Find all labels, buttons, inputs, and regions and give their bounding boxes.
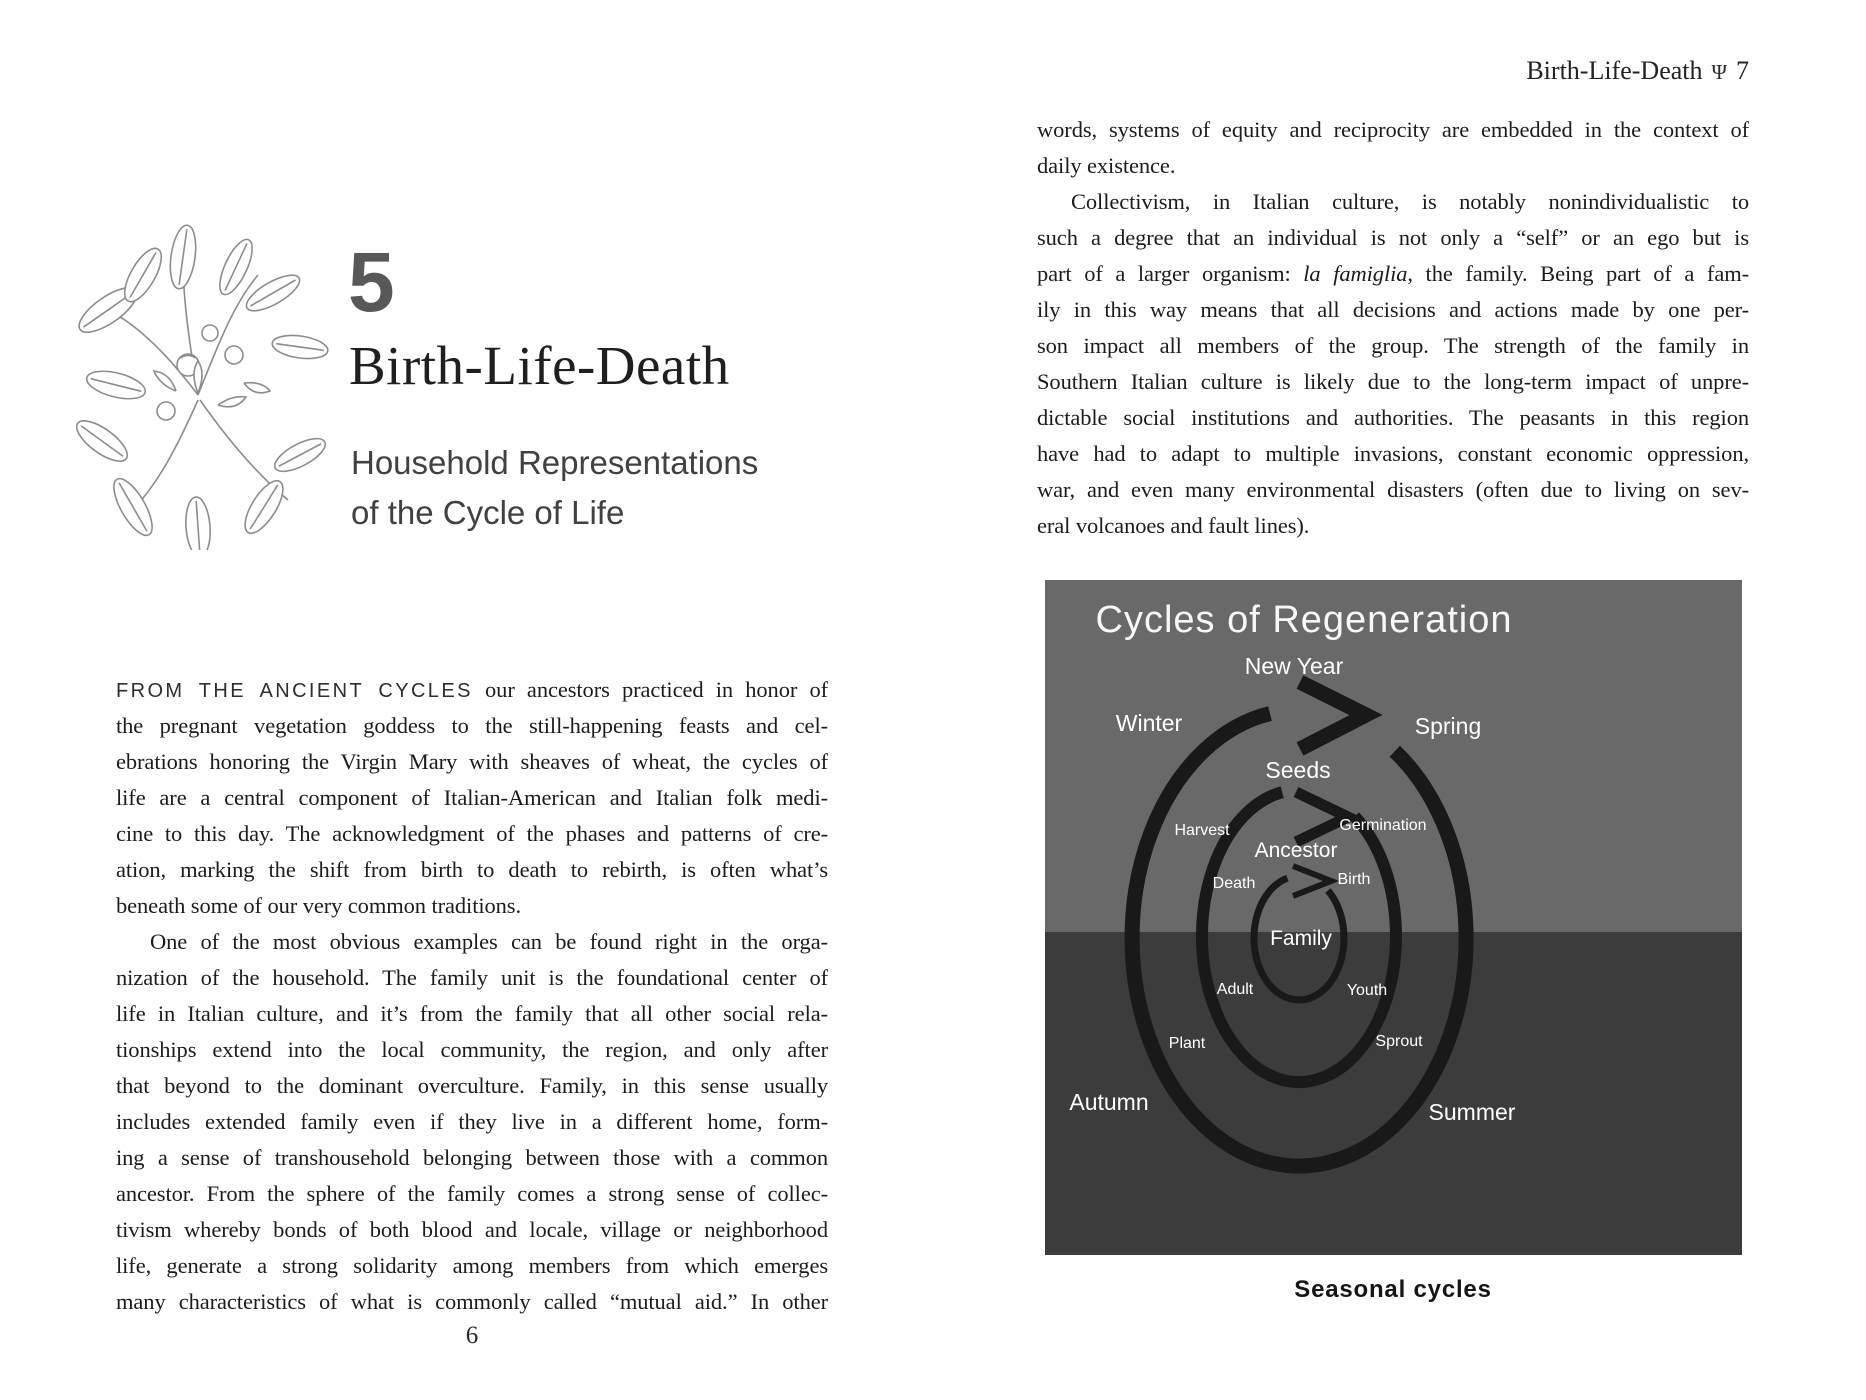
chapter-title: Birth-Life-Death bbox=[349, 335, 730, 396]
right-body-text bbox=[1037, 112, 1749, 544]
body-text-line: ily in this way means that all decisions and actions made by one per- bbox=[1037, 297, 1749, 322]
plant-leaf bbox=[84, 366, 148, 404]
body-text-line: life, generate a strong solidarity among members from which emerges bbox=[116, 1253, 828, 1278]
plant-berry bbox=[157, 402, 175, 420]
running-header bbox=[1037, 56, 1749, 86]
label-family: Family bbox=[1270, 927, 1332, 950]
chapter-subtitle-line2: of the Cycle of Life bbox=[351, 494, 625, 531]
plant-flower bbox=[218, 397, 246, 407]
label-seeds: Seeds bbox=[1265, 757, 1331, 783]
body-text-line: ancestor. From the sphere of the family comes a strong sense of collec- bbox=[116, 1181, 828, 1206]
body-text-line: words, systems of equity and reciprocity are embedded in the context of bbox=[1037, 117, 1749, 142]
chapter-subtitle bbox=[351, 438, 758, 538]
body-text-line: many characteristics of what is commonly called “mutual aid.” In other bbox=[116, 1289, 828, 1314]
body-text-line: life are a central component of Italian-American and Italian folk medi- bbox=[116, 785, 828, 810]
label-autumn: Autumn bbox=[1069, 1089, 1149, 1115]
body-text-line: the pregnant vegetation goddess to the still-happening feasts and cel- bbox=[116, 713, 828, 738]
plant-leaf bbox=[242, 268, 305, 317]
label-adult: Adult bbox=[1216, 981, 1254, 998]
plant-leaf bbox=[238, 475, 290, 539]
label-plant: Plant bbox=[1168, 1035, 1206, 1052]
label-new-year: New Year bbox=[1244, 653, 1344, 679]
plant-leaf bbox=[71, 414, 134, 469]
body-text-line: dictable social institutions and authorities. The peasants in this region bbox=[1037, 405, 1749, 430]
label-birth: Birth bbox=[1337, 871, 1371, 888]
botanical-illustration bbox=[48, 215, 348, 550]
body-text-line: ebrations honoring the Virgin Mary with sheaves of wheat, the cycles of bbox=[116, 749, 828, 774]
label-sprout: Sprout bbox=[1375, 1033, 1423, 1050]
body-text-line: war, and even many environmental disasters (often due to living on sev- bbox=[1037, 477, 1749, 502]
label-ancestor: Ancestor bbox=[1254, 839, 1338, 862]
body-text-line: that beyond to the dominant overculture. Family, in this sense usually bbox=[116, 1073, 828, 1098]
plant-berry bbox=[225, 346, 243, 364]
figure-caption: Seasonal cycles bbox=[1294, 1276, 1492, 1303]
body-text-line: One of the most obvious examples can be found right in the orga- bbox=[150, 929, 828, 954]
plant-flower bbox=[154, 371, 176, 391]
body-text-line: tionships extend into the local community, the region, and only after bbox=[116, 1037, 828, 1062]
running-header-page-number: 7 bbox=[1736, 56, 1749, 85]
label-harvest: Harvest bbox=[1174, 822, 1230, 839]
chapter-subtitle-line1: Household Representations bbox=[351, 444, 759, 481]
body-text-line: cine to this day. The acknowledgment of the phases and patterns of cre- bbox=[116, 821, 828, 846]
body-text-line: part of a larger organism: la famiglia, the family. Being part of a fam- bbox=[1037, 261, 1749, 286]
body-text-line: life in Italian culture, and it’s from the family that all other social rela- bbox=[116, 1001, 828, 1026]
label-summer: Summer bbox=[1428, 1099, 1516, 1125]
left-body-text bbox=[116, 672, 828, 1320]
plant-leaf bbox=[270, 432, 330, 478]
left-page-number: 6 bbox=[465, 1322, 479, 1349]
body-text-line: Southern Italian culture is likely due to the long-term impact of unpre- bbox=[1037, 369, 1749, 394]
label-germination: Germination bbox=[1339, 817, 1427, 834]
label-spring: Spring bbox=[1414, 713, 1482, 739]
body-text-line: beneath some of our very common traditions. bbox=[116, 893, 521, 918]
body-text-line: FROM THE ANCIENT CYCLES our ancestors practiced in honor of bbox=[116, 677, 828, 702]
sprout-ornament-icon: Ψ bbox=[1711, 60, 1727, 84]
body-text-line: ation, marking the shift from birth to death to rebirth, is often what’s bbox=[116, 857, 828, 882]
plant-leaf bbox=[167, 224, 200, 291]
right-page bbox=[933, 0, 1866, 1400]
plant-leaf bbox=[184, 496, 212, 550]
label-youth: Youth bbox=[1346, 982, 1388, 999]
body-text-line: daily existence. bbox=[1037, 153, 1176, 178]
plant-flower bbox=[244, 383, 270, 393]
plant-leaf bbox=[213, 235, 258, 299]
body-text-line: ing a sense of transhousehold belonging between those with a common bbox=[116, 1145, 828, 1170]
chapter-number: 5 bbox=[348, 235, 395, 329]
running-header-title: Birth-Life-Death bbox=[1526, 56, 1703, 85]
body-text-line: such a degree that an individual is not only a “self” or an ego but is bbox=[1037, 225, 1749, 250]
body-text-line: son impact all members of the group. The strength of the family in bbox=[1037, 333, 1749, 358]
body-text-line: tivism whereby bonds of both blood and locale, village or neighborhood bbox=[116, 1217, 828, 1242]
cycles-of-regeneration-figure bbox=[1045, 580, 1742, 1255]
plant-leaf bbox=[271, 332, 330, 362]
body-text-line: includes extended family even if they live in a different home, form- bbox=[116, 1109, 828, 1134]
label-death: Death bbox=[1212, 875, 1256, 892]
body-text-line: nization of the household. The family unit is the foundational center of bbox=[116, 965, 828, 990]
label-winter: Winter bbox=[1115, 710, 1183, 736]
body-text-line: eral volcanoes and fault lines). bbox=[1037, 513, 1310, 538]
plant-leaf bbox=[118, 243, 169, 307]
body-text-line: have had to adapt to multiple invasions, constant economic oppression, bbox=[1037, 441, 1749, 466]
plant-leaf bbox=[107, 473, 160, 540]
figure-title: Cycles of Regeneration bbox=[1095, 599, 1513, 641]
body-text-line: Collectivism, in Italian culture, is notably nonindividualistic to bbox=[1071, 189, 1749, 214]
plant-berry bbox=[202, 325, 218, 341]
